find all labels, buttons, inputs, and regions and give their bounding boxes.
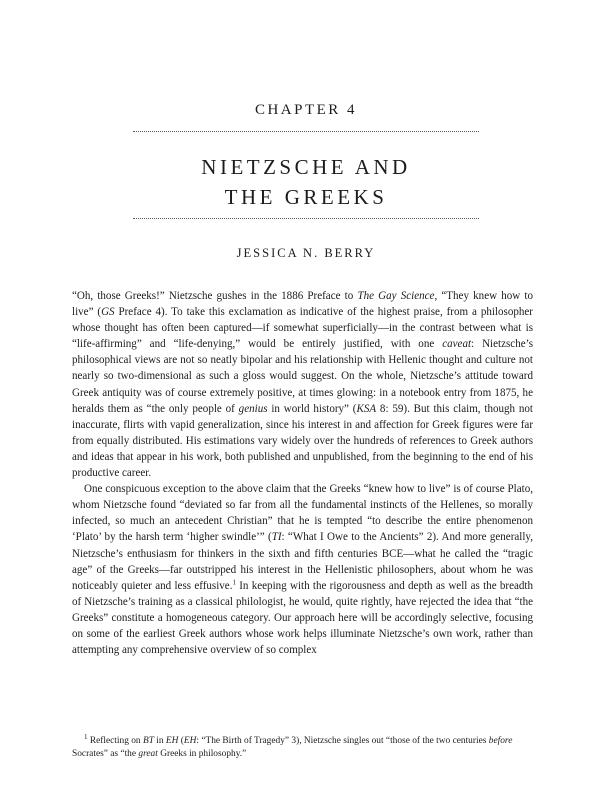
- paragraph1-run-6: : Nietzsche’s philosophical views are not so neatly bipolar and his relationship with Hellenic thought and culture not nearly so two-dimensional as such a gloss would suggest. On the whole, Nietzsche’s attitude toward Greek antiquity was of course extremely positive, at times glowing: in a notebook entry from 1875, he heralds them as “the only people of: [72, 338, 533, 415]
- paragraph2-run-4: In keeping with the rigorousness and depth as well as the breadth of Nietzsche’s training as a classical philologist, he would, quite rightly, have rejected the idea that “the Greeks” constitute a homogeneous category. Our approach here will be accordingly selective, focusing on some of the earliest Greek authors whose work helps illuminate Nietzsche’s own work, rather than attempting any comprehensive overview of so complex: [72, 579, 534, 657]
- footnote1-run-11: Greeks in philosophy.”: [157, 749, 247, 759]
- chapter-title-line-1: NIETZSCHE AND: [201, 155, 411, 179]
- paragraph2-run-0: One conspicuous exception to the above claim that the Greeks “knew how to live” is of course Plato, whom Nietzsche found “deviated so far from all the fundamental instincts of the Hellenes, so morally infected, so much an antecedent Christian” that he is tempted “to describe the entire phenomenon ‘Plato’ by the harsh term ‘higher swindle’” (: [72, 483, 533, 544]
- paragraph1-run-2: , “They knew how to live” (: [72, 290, 534, 319]
- footnote1-run-9: Socrates” as “the: [72, 749, 139, 759]
- paragraph1-run-3: GS: [101, 306, 115, 319]
- paragraph1-run-1: The Gay Science: [357, 290, 435, 302]
- paragraph1-run-9: KSA: [356, 402, 377, 415]
- footnote1-run-3: in: [153, 736, 166, 746]
- paragraph1-run-7: genius: [238, 402, 268, 415]
- footnote1-run-7: : “The Birth of Tragedy” 3), Nietzsche singles out “those of the two centuries: [196, 736, 489, 746]
- author-name: JESSICA N. BERRY: [236, 246, 376, 260]
- paragraph1-run-10: 8: 59). But this claim, though not inaccurate, flirts with vapid generalization, since his interest in and affection for Greek figures were far from equally distributed. His estimations vary widely over the hundreds of references to Greek authors and ideas that appear in his work, both published and unpublished, from the beginning to the end of his productive career.: [72, 402, 534, 480]
- footnote1-run-4: EH: [165, 736, 179, 746]
- chapter-title: [0, 152, 612, 212]
- footnote1-run-10: great: [138, 749, 158, 759]
- paragraph2-run-1: TI: [271, 531, 282, 544]
- footnote1-run-2: BT: [142, 736, 154, 746]
- paragraph1-run-4: Preface 4). To take this exclamation as indicative of the highest praise, from a philosopher whose thought has often been captured—if somewhat superficially—in the contrast between what is “life-affirming” and “life-denying,” would be entirely justified, with one: [72, 306, 533, 351]
- footnote1-run-6: EH: [183, 736, 197, 746]
- paragraph1-run-0: “Oh, those Greeks!” Nietzsche gushes in the 1886 Preface to: [72, 290, 358, 302]
- footnote1-run-0: 1: [84, 732, 88, 741]
- footnote1-run-1: Reflecting on: [87, 736, 143, 746]
- chapter-label: CHAPTER 4: [254, 102, 358, 118]
- paragraph2-run-2: : “What I Owe to the Ancients” 2). And more generally, Nietzsche’s enthusiasm for thinkers in the sixth and fifth centuries BCE—what he called the “tragic age” of the Greeks—far outstripped his interest in the Hellenistic philosophers, about whom he was noticeably quieter and less effusive.: [72, 531, 533, 592]
- paragraph-1: [72, 288, 533, 481]
- paragraph1-run-5: caveat: [442, 338, 472, 351]
- body-text: [72, 288, 533, 658]
- paragraph1-run-8: in world history” (: [267, 402, 357, 415]
- footnote-1: [72, 732, 533, 761]
- footnote1-run-5: (: [178, 736, 184, 746]
- chapter-title-line-2: THE GREEKS: [224, 185, 388, 209]
- top-dotted-rule: [133, 131, 479, 132]
- footnotes: [72, 732, 533, 761]
- footnote1-run-8: before: [488, 736, 513, 746]
- paragraph-2: [72, 481, 533, 658]
- paragraph2-run-3: 1: [232, 578, 236, 587]
- bottom-dotted-rule: [133, 218, 479, 219]
